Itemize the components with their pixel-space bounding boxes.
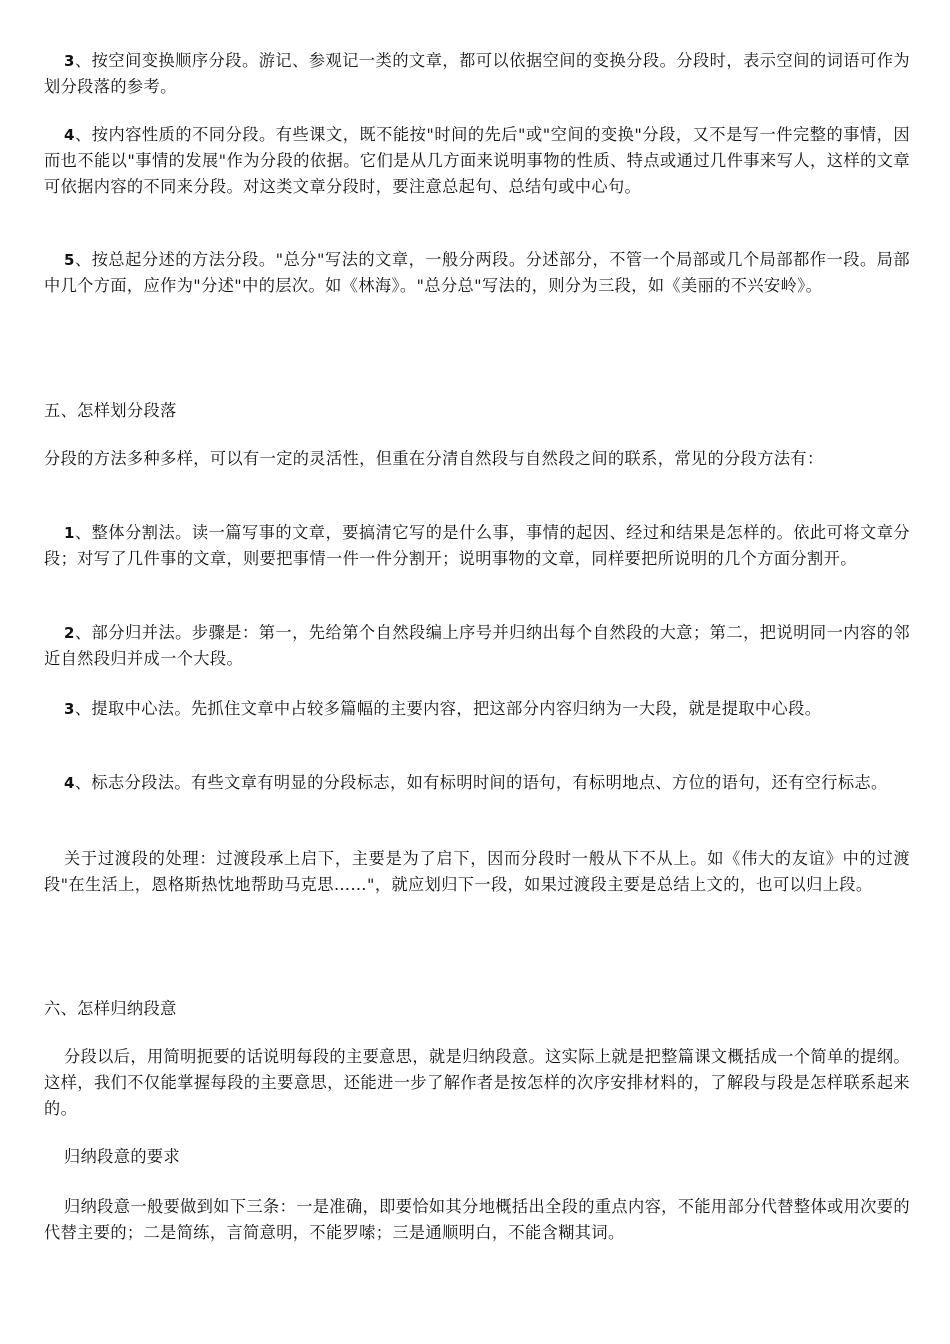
paragraph-text: 、整体分割法。读一篇写事的文章，要搞清它写的是什么事，事情的起因、经过和结果是怎样的。依此可将文章分段；对写了几件事的文章，则要把事情一件一件分割开；说明事物的文章，同样要把所说明的几个方面分割开。	[44, 523, 910, 568]
item-number: 1	[64, 524, 75, 542]
paragraph-summary-intro: 分段以后，用简明扼要的话说明每段的主要意思，就是归纳段意。这实际上就是把整篇课文概括成一个简单的提纲。这样，我们不仅能掌握每段的主要意思，还能进一步了解作者是按怎样的次序安排材料的，了解段与段是怎样联系起来的。	[44, 1047, 910, 1118]
paragraph-text: 、标志分段法。有些文章有明显的分段标志，如有标明时间的语句，有标明地点、方位的语句，还有空行标志。	[74, 773, 888, 792]
paragraph-requirements: 归纳段意一般要做到如下三条：一是准确，即要恰如其分地概括出全段的重点内容，不能用部分代替整体或用次要的代替主要的；二是简练，言简意明，不能罗嗦；三是通顺明白，不能含糊其词。	[44, 1197, 910, 1242]
paragraph-method-5-general	[44, 247, 910, 299]
paragraph-text: 、按内容性质的不同分段。有些课文，既不能按"时间的先后"或"空间的变换"分段，又不是写一件完整的事情，因而也不能以"事情的发展"作为分段的依据。它们是从几方面来说明事物的性质、特点或通过几件事来写人，这样的文章可依据内容的不同来分段。对这类文章分段时，要注意总起句、总结句或中心句。	[44, 125, 910, 196]
paragraph-transition: 关于过渡段的处理：过渡段承上启下，主要是为了启下，因而分段时一般从下不从上。如《伟大的友谊》中的过渡段"在生活上，恩格斯热忱地帮助马克思……"，就应划归下一段，如果过渡段主要是总结上文的，也可以归上段。	[44, 849, 910, 894]
paragraph-technique-4	[44, 770, 910, 796]
paragraph-method-4-content	[44, 122, 910, 200]
paragraph-text: 、按空间变换顺序分段。游记、参观记一类的文章，都可以依据空间的变换分段。分段时，表示空间的词语可作为划分段落的参考。	[44, 51, 910, 96]
paragraph-text: 、部分归并法。步骤是：第一，先给第个自然段编上序号并归纳出每个自然段的大意；第二，把说明同一内容的邻近自然段归并成一个大段。	[44, 623, 910, 668]
section-heading-5: 五、怎样划分段落	[44, 401, 177, 420]
paragraph-text: 、提取中心法。先抓住文章中占较多篇幅的主要内容，把这部分内容归纳为一大段，就是提取中心段。	[74, 699, 822, 718]
paragraph-technique-3	[44, 696, 910, 722]
item-number: 4	[64, 126, 75, 144]
paragraph-method-3-space	[44, 48, 910, 100]
item-number: 2	[64, 624, 75, 642]
paragraph-technique-1	[44, 520, 910, 572]
item-number: 3	[64, 700, 75, 718]
paragraph-technique-2	[44, 620, 910, 672]
paragraph-text: 、按总起分述的方法分段。"总分"写法的文章，一般分两段。分述部分，不管一个局部或几个局部都作一段。局部中几个方面，应作为"分述"中的层次。如《林海》。"总分总"写法的，则分为三段，如《美丽的不兴安岭》。	[44, 250, 910, 295]
item-number: 3	[64, 52, 75, 70]
subheading-requirements: 归纳段意的要求	[64, 1147, 181, 1166]
paragraph-intro: 分段的方法多种多样，可以有一定的灵活性，但重在分清自然段与自然段之间的联系，常见的分段方法有：	[44, 449, 824, 468]
item-number: 4	[64, 774, 75, 792]
item-number: 5	[64, 251, 75, 269]
section-heading-6: 六、怎样归纳段意	[44, 999, 177, 1018]
